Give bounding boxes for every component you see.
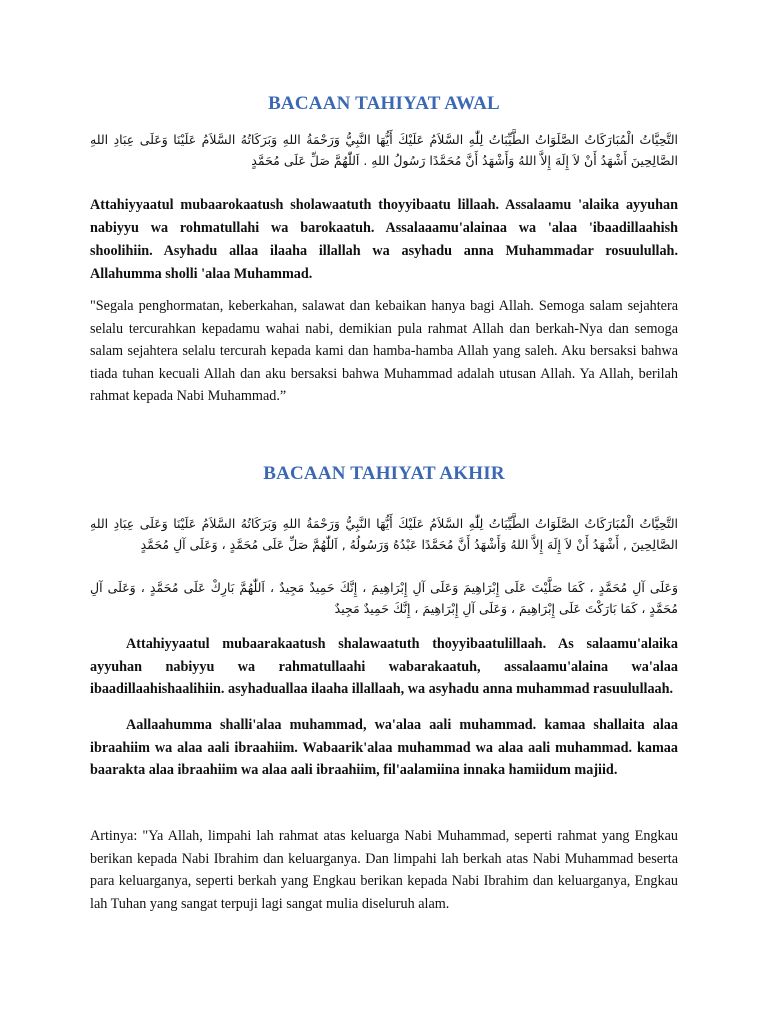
- heading-tahiyat-akhir: BACAAN TAHIYAT AKHIR: [263, 463, 505, 484]
- arabic-text-tahiyat-akhir-2: وَعَلَى آلِ مُحَمَّدٍ ، كَمَا صَلَّيْتَ عَلَى إِبْرَاهِيمَ وَعَلَى آلِ إِبْرَاهِيمَ ، إِنَّكَ حَمِيدٌ مَجِيدٌ ، اَللّٰهُمَّ بَارِكْ عَلَى مُحَمَّدٍ ، وَعَلَى آلِ مُحَمَّدٍ ، كَمَا بَارَكْتَ عَلَى إِبْرَاهِيمَ ، وَعَلَى آلِ إِبْرَاهِيمَ ، إِنَّكَ حَمِيدٌ مَجِيدٌ: [90, 580, 678, 616]
- heading-tahiyat-awal: BACAAN TAHIYAT AWAL: [268, 93, 500, 114]
- translation-tahiyat-awal: "Segala penghormatan, keberkahan, salawat dan kebaikan hanya bagi Allah. Semoga salam sejahtera selalu tercurahkan kepadamu wahai nabi, demikian pula rahmat Allah dan berkah-Nya dan semoga salam sejahtera selalu tercurah kepada kami dan hamba-hamba Allah yang saleh. Aku bersaksi bahwa tiada tuhan kecuali Allah dan aku bersaksi bahwa Muhammad adalah utusan Allah. Ya Allah, berilah rahmat kepada Nabi Muhammad.”: [90, 298, 678, 404]
- arabic-text-tahiyat-akhir-1: التَّحِيَّاتُ الْمُبَارَكَاتُ الصَّلَوَاتُ الطَّيِّبَاتُ لِلّٰهِ السَّلاَمُ عَلَيْكَ أَيُّهَا النَّبِيُّ وَرَحْمَةُ اللهِ وَبَرَكَاتُهُ السَّلاَمُ عَلَيْنَا وَعَلَى عِبَادِ اللهِ الصَّالِحِينَ , أَشْهَدُ أَنْ لاَ إِلَهَ إِلاَّ اللهُ وَأَشْهَدُ أَنَّ مُحَمَّدًا عَبْدُهُ وَرَسُولُهُ , اَللّٰهُمَّ صَلِّ عَلَى مُحَمَّدٍ ، وَعَلَى آلِ مُحَمَّدٍ: [90, 516, 678, 552]
- arabic-text-tahiyat-awal: التَّحِيَّاتُ الْمُبَارَكَاتُ الصَّلَوَاتُ الطَّيِّبَاتُ لِلّٰهِ السَّلاَمُ عَلَيْكَ أَيُّهَا النَّبِيُّ وَرَحْمَةُ اللهِ وَبَرَكَاتُهُ السَّلاَمُ عَلَيْنَا وَعَلَى عِبَادِ اللهِ الصَّالِحِينَ أَشْهَدُ أَنْ لاَ إِلَهَ إِلاَّ اللهُ وَأَشْهَدُ أَنَّ مُحَمَّدًا رَسُولُ اللهِ . اَللّٰهُمَّ صَلِّ عَلَى مُحَمَّدٍ: [90, 132, 678, 168]
- transliteration-tahiyat-awal: Attahiyyaatul mubaarokaatush sholawaatuth thoyyibaatu lillaah. Assalaamu 'alaika ayyuhan nabiyyu wa rohmatullahi wa barokaatuh. Assalaaamu'alainaa wa 'alaa 'ibaadillaahish shoolihiin. Asyhadu allaa ilaaha illallah wa asyhadu anna Muhammadar rosuulullah. Allahumma sholli 'alaa Muhammad.: [90, 197, 678, 282]
- transliteration-tahiyat-akhir-1: Attahiyyaatul mubaarakaatush shalawaatuth thoyyibaatulillaah. As salaamu'alaika ayyuhan nabiyyu wa rahmatullaahi wabarakaatuh, assalaamu'alaina wa'alaa ibaadillaahishaalihiin. asyhaduallaa ilaaha illallaah, wa asyhadu anna muhammad rasuulullaah.: [90, 636, 678, 697]
- translation-tahiyat-akhir: Artinya: "Ya Allah, limpahi lah rahmat atas keluarga Nabi Muhammad, seperti rahmat yang Engkau berikan kepada Nabi Ibrahim dan keluarganya. Dan limpahi lah berkah atas Nabi Muhammad beserta para keluarganya, seperti berkah yang Engkau berikan kepada Nabi Ibrahim dan keluarganya, Engkau lah Tuhan yang sangat terpuji lagi sangat mulia diseluruh alam.: [90, 828, 678, 912]
- transliteration-tahiyat-akhir-2: Aallaahumma shalli'alaa muhammad, wa'alaa aali muhammad. kamaa shallaita alaa ibraahiim wa alaa aali ibraahiim. Wabaarik'alaa muhammad wa alaa aali muhammad. kamaa baarakta alaa ibraahiim wa alaa aali ibraahiim, fil'aalamiina innaka hamiidum majiid.: [90, 717, 678, 778]
